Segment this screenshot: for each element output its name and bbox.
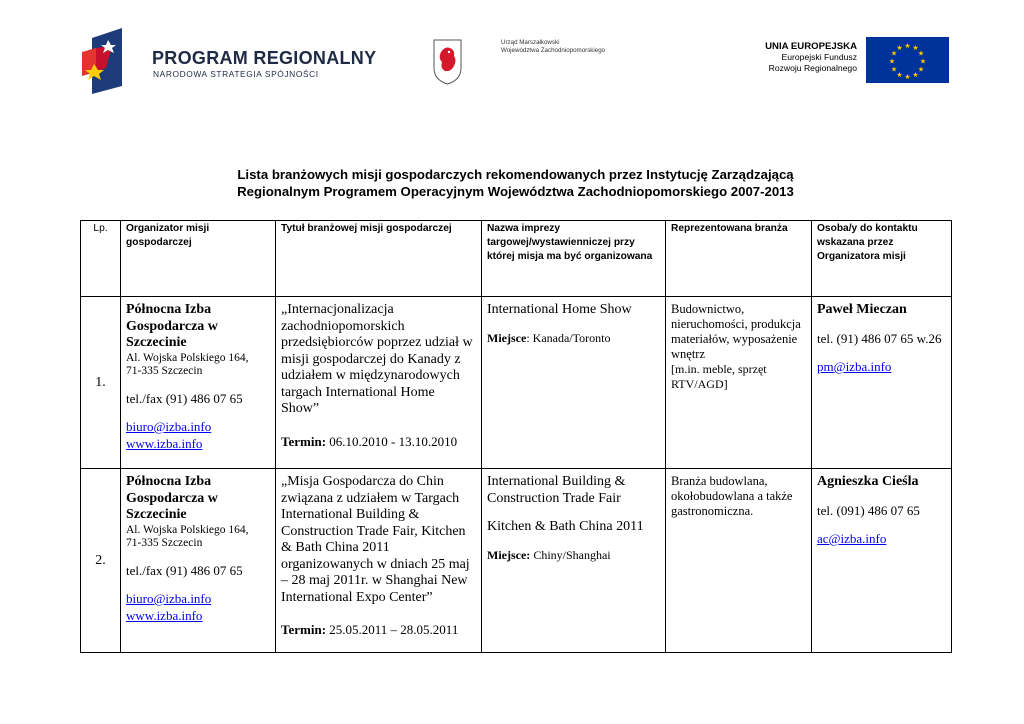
organizer-cell (121, 297, 276, 469)
organizer-address1: Al. Wojska Polskiego 164, (126, 351, 249, 364)
organizer-name: Północna Izba Gospodarcza w Szczecinie (126, 474, 218, 522)
fair-name: International Home Show (487, 302, 632, 317)
svg-text:★: ★ (904, 42, 911, 50)
organizer-www-link[interactable]: www.izba.info (126, 607, 203, 623)
contact-cell (812, 469, 952, 653)
place-label: Miejsce: (487, 547, 531, 562)
mission-title-cell (276, 469, 482, 653)
table-row (81, 469, 952, 653)
row-number: 1. (81, 297, 121, 469)
document-title (80, 166, 951, 200)
sector-cell (666, 297, 812, 469)
table-row (81, 297, 952, 469)
row-number: 2. (81, 469, 121, 653)
contact-cell (812, 297, 952, 469)
table-header-row (81, 221, 952, 297)
organizer-email-link[interactable]: biuro@izba.info (126, 419, 212, 434)
title-line2: Regionalnym Programem Operacyjnym Województwa Zachodniopomorskiego 2007-2013 (237, 184, 794, 199)
header-organizer: Organizator misji gospodarczej (121, 221, 276, 297)
fair-cell (482, 469, 666, 653)
organizer-address2: 71-335 Szczecin (126, 365, 203, 377)
eu-line1: UNIA EUROPEJSKA (765, 41, 857, 52)
term-label: Termin: (281, 622, 327, 637)
term-value: 25.05.2011 – 28.05.2011 (329, 622, 459, 637)
organizer-www-link[interactable]: www.izba.info (126, 435, 203, 451)
contact-phone: tel. (91) 486 07 65 w.26 (817, 330, 942, 346)
fair-name-2: Kitchen & Bath China 2011 (487, 519, 644, 534)
header-sector: Reprezentowana branża (666, 221, 812, 297)
organizer-cell (121, 469, 276, 653)
svg-text:★: ★ (890, 65, 898, 74)
svg-text:★: ★ (919, 57, 927, 66)
svg-text:★: ★ (888, 57, 896, 66)
organizer-phone: tel./fax (91) 486 07 65 (126, 562, 243, 578)
place-value: : Kanada/Toronto (526, 330, 611, 345)
contact-email-link[interactable]: ac@izba.info (817, 531, 887, 546)
eu-text (765, 41, 857, 74)
term-label: Termin: (281, 433, 327, 449)
place-value: Chiny/Shanghai (530, 547, 611, 562)
sector-main: Branża budowlana, okołobudowlana a także gastronomiczna. (671, 474, 793, 518)
contact-email-link[interactable]: pm@izba.info (817, 359, 892, 374)
mission-title: „Internacjonalizacja zachodniopomorskich przedsiębiorców poprzez udział w misji gospodarczej do Kanady z udziałem w międzynarodowych targach International Home Show” (281, 302, 473, 416)
missions-table (80, 220, 952, 653)
svg-text:★: ★ (912, 71, 919, 79)
header-lp: Lp. (81, 221, 121, 297)
fair-cell (482, 297, 666, 469)
svg-text:★: ★ (890, 49, 898, 58)
term-value: 06.10.2010 - 13.10.2010 (329, 433, 458, 449)
urzad-text (501, 39, 605, 55)
contact-name: Paweł Mieczan (817, 302, 907, 317)
title-line1: Lista branżowych misji gospodarczych rekomendowanych przez Instytucję Zarządzającą (237, 167, 794, 182)
svg-text:★: ★ (917, 65, 925, 74)
organizer-name: Północna Izba Gospodarcza w Szczecinie (126, 302, 218, 350)
fair-name: International Building & Construction Trade Fair (487, 474, 626, 506)
svg-text:★: ★ (912, 44, 919, 52)
svg-text:★: ★ (904, 73, 911, 81)
svg-text:★: ★ (896, 71, 903, 79)
place-label: Miejsce (487, 330, 527, 345)
eu-line2: Europejski Fundusz (781, 52, 857, 62)
organizer-phone: tel./fax (91) 486 07 65 (126, 390, 243, 406)
contact-phone: tel. (091) 486 07 65 (817, 502, 920, 518)
organizer-address1: Al. Wojska Polskiego 164, (126, 523, 249, 536)
eu-flag-icon (866, 37, 949, 83)
program-subtitle: NARODOWA STRATEGIA SPÓJNOŚCI (153, 69, 319, 79)
urzad-line2: Województwa Zachodniopomorskiego (501, 47, 606, 54)
mission-title: „Misja Gospodarcza do Chin związana z udziałem w Targach International Building & Construction Trade Fair, Kitchen & Bath China 2011 organizowanych w dniach 25 maj – 28 maj 2011r. w Shanghai New International Expo Center” (281, 474, 470, 605)
svg-text:★: ★ (896, 44, 903, 52)
mission-title-cell (276, 297, 482, 469)
svg-text:★: ★ (917, 49, 925, 58)
page-header (0, 0, 1024, 110)
sector-main: Budownictwo, nieruchomości, produkcja materiałów, wyposażenie wnętrz (671, 302, 801, 361)
contact-name: Agnieszka Cieśla (817, 474, 919, 489)
header-contact: Osoba/y do kontaktu wskazana przez Organizatora misji (812, 221, 952, 297)
header-mission-title: Tytuł branżowej misji gospodarczej (276, 221, 482, 297)
urzad-line1: Urząd Marszałkowski (501, 39, 560, 46)
program-regionalny-logo (82, 26, 132, 94)
organizer-email-link[interactable]: biuro@izba.info (126, 591, 212, 606)
header-fair-name: Nazwa imprezy targowej/wystawienniczej przy której misja ma być organizowana (482, 221, 666, 297)
eu-line3: Rozwoju Regionalnego (768, 63, 857, 73)
program-title: PROGRAM REGIONALNY (152, 48, 377, 68)
sector-extra: [m.in. meble, sprzęt RTV/AGD] (671, 362, 767, 391)
sector-cell (666, 469, 812, 653)
griffin-crest-icon (432, 38, 463, 85)
organizer-address2: 71-335 Szczecin (126, 537, 203, 549)
